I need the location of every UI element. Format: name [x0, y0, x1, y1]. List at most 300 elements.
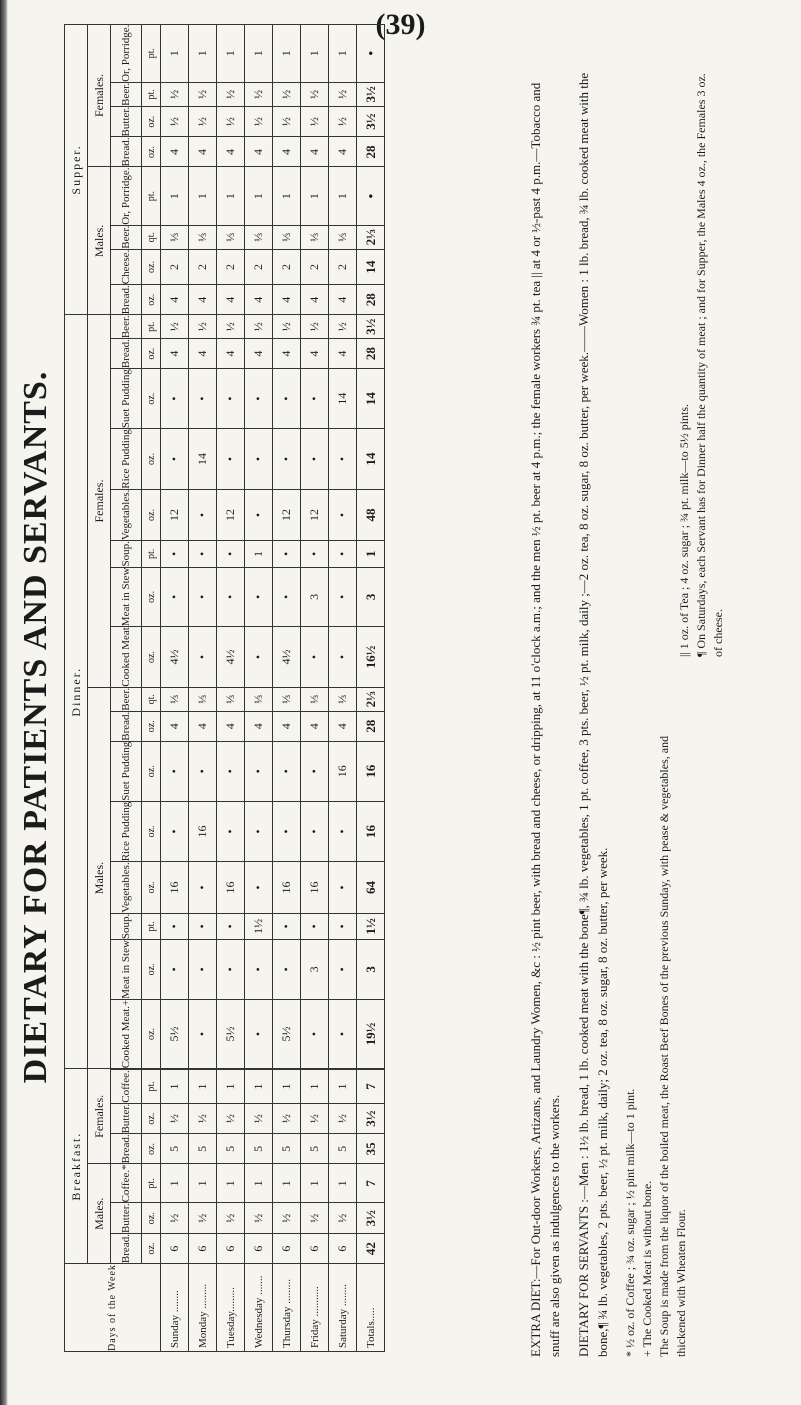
table-cell: ½ [161, 82, 189, 106]
table-cell: • [161, 801, 189, 862]
table-cell: • [245, 567, 273, 627]
table-cell: • [301, 999, 329, 1069]
table-cell: 4 [189, 711, 217, 741]
table-cell: ½ [301, 82, 329, 106]
table-cell: • [273, 567, 301, 627]
table-cell: 4 [245, 137, 273, 167]
table-cell: • [217, 369, 245, 429]
table-cell: • [301, 801, 329, 862]
column-unit-header: oz. [142, 862, 161, 913]
table-cell: • [273, 541, 301, 567]
column-unit-header: oz. [142, 711, 161, 741]
table-body [161, 24, 385, 1351]
table-cell: • [245, 862, 273, 913]
table-cell [301, 1069, 329, 1070]
table-cell: • [329, 940, 357, 1000]
table-cell [189, 1069, 217, 1070]
table-cell: 64 [357, 862, 385, 913]
table-cell: 1 [217, 167, 245, 225]
table-cell: ½ [329, 315, 357, 339]
table-cell: • [273, 913, 301, 939]
day-label: Friday ........... [301, 1264, 329, 1352]
table-cell: • [161, 913, 189, 939]
column-item-header: Bread. [111, 711, 142, 741]
table-cell: • [189, 541, 217, 567]
table-cell: 1 [329, 1070, 357, 1103]
table-cell: • [273, 940, 301, 1000]
table-cell: ½ [217, 82, 245, 106]
table-cell: 16 [301, 862, 329, 913]
table-cell: 1 [245, 24, 273, 82]
table-cell: • [189, 489, 217, 540]
day-label: Monday ......... [189, 1264, 217, 1352]
meal-header-row [65, 24, 88, 1351]
table-cell: 4 [329, 137, 357, 167]
table-cell: 4 [301, 285, 329, 315]
table-cell: ½ [301, 1203, 329, 1234]
table-cell: 1 [161, 167, 189, 225]
table-cell: • [245, 999, 273, 1069]
table-cell: • [161, 541, 189, 567]
table-cell: ⅓ [217, 687, 245, 711]
table-cell: ⅓ [217, 225, 245, 249]
table-cell: ½ [245, 315, 273, 339]
notes-section [526, 67, 725, 1357]
table-cell: 1½ [245, 913, 273, 939]
table-cell: 4½ [273, 627, 301, 688]
table-cell: • [217, 429, 245, 490]
table-cell: ½ [217, 1103, 245, 1134]
column-item-header: Butter. [111, 1203, 142, 1234]
table-cell: 1 [217, 24, 245, 82]
column-unit-header: oz. [142, 567, 161, 627]
table-cell: • [217, 741, 245, 801]
table-cell: 6 [301, 1234, 329, 1264]
table-cell: ½ [273, 82, 301, 106]
table-cell: 3 [357, 940, 385, 1000]
table-cell: 5½ [217, 999, 245, 1069]
sex-group-header: Males. [88, 1164, 111, 1264]
table-cell: 2 [189, 249, 217, 285]
days-header: Days of the Week [65, 1264, 161, 1352]
table-cell: 1 [189, 167, 217, 225]
column-item-header: Beer. [111, 315, 142, 339]
table-cell: ½ [329, 1203, 357, 1234]
table-cell: 28 [357, 137, 385, 167]
table-cell: 14 [357, 429, 385, 490]
table-cell: 35 [357, 1134, 385, 1164]
footnote: * ½ oz. of Coffee ; ¾ oz. sugar ; ½ pint milk—to 1 pint. [623, 1088, 637, 1357]
table-cell: 1 [161, 1164, 189, 1203]
table-cell: 3 [301, 567, 329, 627]
table-cell: • [245, 369, 273, 429]
column-unit-header: oz. [142, 285, 161, 315]
table-cell: ⅓ [301, 225, 329, 249]
book-binding-edge [0, 0, 8, 1405]
table-cell: ½ [189, 315, 217, 339]
table-cell: • [273, 741, 301, 801]
table-cell: • [245, 741, 273, 801]
table-cell: 5 [217, 1134, 245, 1164]
table-cell: 5 [245, 1134, 273, 1164]
column-unit-header: oz. [142, 1234, 161, 1264]
day-label: Totals..... [357, 1264, 385, 1352]
table-cell: • [189, 862, 217, 913]
table-cell: • [217, 541, 245, 567]
table-cell: 4½ [217, 627, 245, 688]
footnote: || 1 oz. of Tea ; 4 oz. sugar ; ¾ pt. milk—to 5½ pints. [677, 403, 691, 657]
column-item-header: Cooked Meat.+ [111, 999, 142, 1069]
table-cell: 1 [329, 24, 357, 82]
table-cell: 16 [189, 801, 217, 862]
totals-row [357, 24, 385, 1351]
table-cell: 14 [357, 369, 385, 429]
column-unit-header: pt. [142, 1164, 161, 1203]
footnotes-right [676, 67, 727, 657]
table-cell: 3½ [357, 1203, 385, 1234]
table-cell: 42 [357, 1234, 385, 1264]
table-cell [329, 1069, 357, 1070]
table-cell: ½ [301, 106, 329, 137]
column-unit-header: pt. [142, 167, 161, 225]
table-cell: 4 [273, 711, 301, 741]
table-cell: • [189, 369, 217, 429]
table-cell: 16 [217, 862, 245, 913]
table-cell [161, 1069, 189, 1070]
table-cell: 1 [217, 1164, 245, 1203]
table-cell: • [273, 801, 301, 862]
table-cell: ½ [161, 315, 189, 339]
table-cell: 1 [301, 24, 329, 82]
column-unit-header: oz. [142, 940, 161, 1000]
table-cell: ½ [245, 1103, 273, 1134]
table-cell: ⅓ [329, 687, 357, 711]
day-label: Sunday ........ [161, 1264, 189, 1352]
column-item-header: Bread. [111, 1234, 142, 1264]
extra-diet-note: EXTRA DIET:—For Out-door Workers, Artizans, and Laundry Women, &c : ½ pint beer, with bread and cheese, or dripping, at 11 o'clock a.m.; and the men ½ pt. beer at 4 p.m.; the female workers ¾ pt. tea || at 4 or ½-past 4 p.m.—Tobacco and snuff are also given as indulgences to the workers. [528, 82, 562, 1357]
table-cell: 1 [189, 24, 217, 82]
table-row [217, 24, 245, 1351]
table-cell: 2⅓ [357, 225, 385, 249]
page-number: (39) [375, 8, 426, 41]
column-item-header: Soup. [111, 541, 142, 567]
table-cell: • [329, 862, 357, 913]
table-cell: • [301, 913, 329, 939]
table-cell: 4 [161, 285, 189, 315]
column-unit-header: oz. [142, 137, 161, 167]
table-cell: 3½ [357, 106, 385, 137]
table-cell: 1 [217, 1070, 245, 1103]
table-cell: • [329, 999, 357, 1069]
table-cell: 5½ [161, 999, 189, 1069]
table-cell: 4 [273, 285, 301, 315]
column-unit-header: pt. [142, 24, 161, 82]
table-cell: 1 [357, 541, 385, 567]
column-unit-header [142, 1069, 161, 1070]
table-cell: 5 [329, 1134, 357, 1164]
table-cell: 4 [161, 137, 189, 167]
table-cell: ½ [273, 106, 301, 137]
table-cell: 4 [217, 711, 245, 741]
table-cell: 3 [301, 940, 329, 1000]
table-cell: • [161, 940, 189, 1000]
table-cell: 19½ [357, 999, 385, 1069]
table-cell: 4 [217, 285, 245, 315]
table-cell: 4 [189, 285, 217, 315]
table-row [245, 24, 273, 1351]
table-cell: 6 [273, 1234, 301, 1264]
table-cell: ½ [217, 106, 245, 137]
table-cell: • [273, 369, 301, 429]
day-label: Saturday ........ [329, 1264, 357, 1352]
table-cell: 4 [161, 711, 189, 741]
sex-group-header: Females. [88, 24, 111, 167]
table-cell: 5 [273, 1134, 301, 1164]
column-unit-header: oz. [142, 249, 161, 285]
table-cell: 1 [245, 167, 273, 225]
table-cell: • [245, 801, 273, 862]
column-item-header: Meat in Stew [111, 567, 142, 627]
table-cell: ⅓ [329, 225, 357, 249]
day-label: Wednesday ....... [245, 1264, 273, 1352]
column-item-header: Suet Pudding [111, 369, 142, 429]
table-cell: ½ [245, 106, 273, 137]
table-cell: 3½ [357, 315, 385, 339]
table-cell: 4 [301, 711, 329, 741]
table-cell: ½ [189, 1203, 217, 1234]
column-unit-header: oz. [142, 489, 161, 540]
table-cell: • [301, 741, 329, 801]
table-cell: ½ [273, 1103, 301, 1134]
table-cell: 16 [329, 741, 357, 801]
meal-header: Dinner. [65, 315, 88, 1069]
table-cell: 4 [245, 711, 273, 741]
table-cell: • [301, 429, 329, 490]
table-row [273, 24, 301, 1351]
column-item-header: Bread. [111, 339, 142, 369]
column-unit-header: oz. [142, 741, 161, 801]
table-cell: ½ [273, 1203, 301, 1234]
column-unit-header: oz. [142, 1134, 161, 1164]
table-cell: 2 [273, 249, 301, 285]
table-cell: ⅓ [189, 225, 217, 249]
column-unit-header: oz. [142, 429, 161, 490]
column-unit-header: oz. [142, 106, 161, 137]
table-cell: 4 [329, 711, 357, 741]
table-cell: • [189, 627, 217, 688]
table-cell: 5½ [273, 999, 301, 1069]
table-cell: • [357, 167, 385, 225]
table-cell: 3½ [357, 1103, 385, 1134]
table-row [329, 24, 357, 1351]
column-item-header: Cheese. [111, 249, 142, 285]
table-cell: • [329, 489, 357, 540]
table-cell: 2 [217, 249, 245, 285]
table-cell: • [189, 913, 217, 939]
day-label: Thursday ......... [273, 1264, 301, 1352]
table-cell: ½ [301, 1103, 329, 1134]
table-cell [245, 1069, 273, 1070]
table-cell: ½ [189, 1103, 217, 1134]
column-item-header: Rice Pudding [111, 429, 142, 490]
table-cell: 4 [217, 339, 245, 369]
table-cell: 1 [273, 24, 301, 82]
table-cell: 1 [273, 167, 301, 225]
meal-header: Breakfast. [65, 1069, 88, 1264]
table-cell: 1 [301, 1164, 329, 1203]
footnote: ¶ On Saturdays, each Servant has for Dinner half the quantity of meat ; and for Supper, the Males 4 oz., the Females 3 oz. of cheese. [694, 73, 725, 657]
sex-group-header: Females. [88, 1069, 111, 1164]
column-item-header: Beer. [111, 82, 142, 106]
table-cell: 4 [301, 339, 329, 369]
column-item-header: Cooked Meat [111, 627, 142, 688]
table-cell: 12 [161, 489, 189, 540]
table-cell: ⅓ [273, 225, 301, 249]
table-cell: ½ [329, 1103, 357, 1134]
column-item-header: Coffee. [111, 1070, 142, 1103]
table-cell: 12 [273, 489, 301, 540]
table-cell: 6 [329, 1234, 357, 1264]
table-cell: • [161, 567, 189, 627]
column-item-header: Or, Porridge. [111, 24, 142, 82]
table-cell: 6 [189, 1234, 217, 1264]
column-item-header: Beer. [111, 225, 142, 249]
column-unit-header: oz. [142, 339, 161, 369]
table-cell: ½ [329, 82, 357, 106]
table-cell: • [301, 541, 329, 567]
unit-header-row [142, 24, 161, 1351]
column-item-header: Vegetables. [111, 489, 142, 540]
table-cell: 28 [357, 339, 385, 369]
table-cell: 7 [357, 1164, 385, 1203]
footnotes-left [622, 717, 690, 1357]
table-cell: ½ [217, 315, 245, 339]
table-cell: • [329, 541, 357, 567]
table-cell: • [329, 801, 357, 862]
column-unit-header: pt. [142, 82, 161, 106]
table-cell: ⅓ [245, 687, 273, 711]
table-cell: 4 [217, 137, 245, 167]
column-item-header: Bread. [111, 285, 142, 315]
table-cell: 1 [245, 541, 273, 567]
table-cell: 12 [301, 489, 329, 540]
table-cell: • [161, 429, 189, 490]
table-cell: 2 [301, 249, 329, 285]
table-cell: • [217, 913, 245, 939]
table-cell: ⅓ [189, 687, 217, 711]
column-unit-header: oz. [142, 1103, 161, 1134]
table-cell: ⅓ [161, 225, 189, 249]
column-item-header: Soup. [111, 913, 142, 939]
table-cell: • [357, 24, 385, 82]
table-cell: 4 [273, 339, 301, 369]
table-cell: 3 [357, 567, 385, 627]
table-cell: 16½ [357, 627, 385, 688]
table-cell: • [301, 369, 329, 429]
table-row [301, 24, 329, 1351]
table-cell: ½ [301, 315, 329, 339]
table-cell: • [329, 627, 357, 688]
column-item-header: Butter. [111, 106, 142, 137]
table-cell: 1 [301, 167, 329, 225]
table-cell: • [245, 627, 273, 688]
group-header-row [88, 24, 111, 1351]
table-cell: ⅓ [245, 225, 273, 249]
table-cell: • [217, 801, 245, 862]
table-cell: 16 [273, 862, 301, 913]
table-cell: 1 [301, 1070, 329, 1103]
day-label: Tuesday......... [217, 1264, 245, 1352]
table-cell: • [189, 999, 217, 1069]
table-cell: ½ [189, 82, 217, 106]
table-cell: 2 [161, 249, 189, 285]
column-item-header: Bread. [111, 1134, 142, 1164]
table-cell: • [329, 913, 357, 939]
table-cell: • [301, 627, 329, 688]
servants-dietary-note: DIETARY FOR SERVANTS :—Men : 1½ lb. bread, 1 lb. cooked meat with the bone¶, ¾ lb. vegetables, 1 pt. coffee, 3 pts. beer, ½ pt. milk, daily ;—2 oz. tea, 8 oz. sugar, 8 oz. butter, per week.——Women : 1 lb. bread, ¾ lb. cooked meat with the bone,¶ ¾ lb. vegetables, 2 pts. beer, ½ pt. milk, daily; 2 oz. tea, 8 oz. sugar, 8 oz. butter, per week. [576, 72, 610, 1357]
page-title: DIETARY FOR PATIENTS AND SERVANTS. [17, 370, 54, 1084]
column-unit-header: oz. [142, 999, 161, 1069]
column-unit-header: pt. [142, 913, 161, 939]
table-cell: 1 [329, 1164, 357, 1203]
table-cell: 4 [189, 339, 217, 369]
table-cell: ½ [245, 1203, 273, 1234]
table-cell [273, 1069, 301, 1070]
sex-group-header: Females. [88, 315, 111, 688]
table-cell: 4 [189, 137, 217, 167]
table-cell: ½ [189, 106, 217, 137]
column-unit-header: pt. [142, 541, 161, 567]
table-cell: 1 [273, 1070, 301, 1103]
table-cell: 16 [161, 862, 189, 913]
table-cell: ½ [245, 82, 273, 106]
table-cell: 3½ [357, 82, 385, 106]
table-cell: 28 [357, 285, 385, 315]
column-unit-header: oz. [142, 1203, 161, 1234]
table-cell: 1 [189, 1164, 217, 1203]
table-cell: 16 [357, 801, 385, 862]
table-cell: 2⅓ [357, 687, 385, 711]
table-cell: 14 [189, 429, 217, 490]
table-row [189, 24, 217, 1351]
table-cell: 4 [329, 339, 357, 369]
column-unit-header: pt. [142, 315, 161, 339]
table-cell: 5 [189, 1134, 217, 1164]
table-cell: ½ [217, 1203, 245, 1234]
table-cell: • [189, 940, 217, 1000]
column-item-header: Rice Pudding [111, 801, 142, 862]
table-cell: 2 [245, 249, 273, 285]
column-item-header: Vegetables. [111, 862, 142, 913]
column-unit-header: pt. [142, 1070, 161, 1103]
table-cell: ⅓ [161, 687, 189, 711]
table-cell: ½ [161, 1203, 189, 1234]
table-cell: • [245, 940, 273, 1000]
table-cell: ⅓ [301, 687, 329, 711]
column-unit-header: oz. [142, 627, 161, 688]
column-unit-header: qt. [142, 225, 161, 249]
table-cell: 12 [217, 489, 245, 540]
table-cell: • [245, 489, 273, 540]
table-cell: 4 [245, 339, 273, 369]
table-cell: 5 [301, 1134, 329, 1164]
column-item-header: Suet Pudding [111, 741, 142, 801]
footnote: The Soup is made from the liquor of the boiled meat, the Roast Beef Bones of the previous Sunday, with pease & vegetables, and thickened with Wheaten Flour. [657, 735, 688, 1357]
table-cell: 48 [357, 489, 385, 540]
table-cell: • [329, 429, 357, 490]
table-cell [357, 1069, 385, 1070]
table-cell: • [189, 567, 217, 627]
